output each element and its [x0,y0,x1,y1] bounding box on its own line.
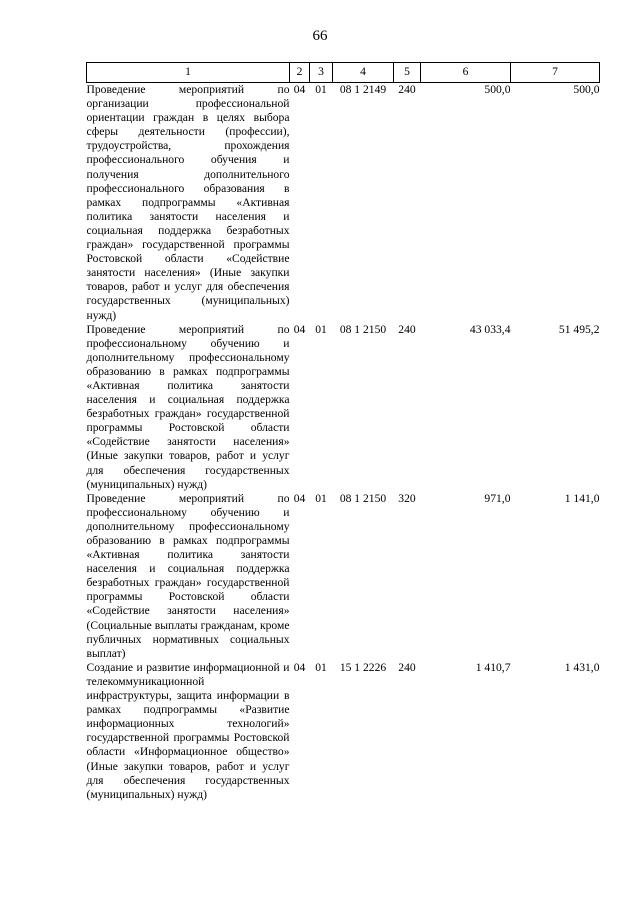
row-amount-col6: 500,0 [484,83,511,96]
column-header-3: 3 [310,63,333,83]
row-target-article: 08 1 2150 [339,322,387,336]
row-target-article: 08 1 2150 [339,491,387,505]
row-subsection-code: 01 [315,322,327,336]
row-section-code: 04 [293,660,306,674]
table-row [87,661,600,802]
header-row [87,63,600,83]
column-header-2: 2 [290,63,310,83]
budget-table [86,62,600,802]
row-amount-col6: 971,0 [484,491,511,505]
row-description: Проведение мероприятий по профессиональному обучению и дополнительному профессиональному образованию в рамках подпрограммы «Активная политика занятости населения и социальная поддержка безработных граждан» государственной программы Ростовской области «Содействие занятости населения» (Иные закупки товаров, работ и услуг для обеспечения государственных (муниципальных) нужд) [86,322,290,491]
table-row [87,83,600,323]
column-header-1: 1 [87,63,290,83]
row-description: Создание и развитие информационной и телекоммуникационной инфраструктуры, защита информации в рамках подпрограммы «Развитие информационных технологий» государственной программы Ростовской области «Информационное общество» (Иные закупки товаров, работ и услуг для обеспечения государственных (муниципальных) нужд) [86,660,290,801]
row-expense-type: 320 [398,491,416,505]
row-amount-col7: 1 431,0 [564,660,600,674]
row-amount-col6: 1 410,7 [475,660,511,674]
row-expense-type: 240 [398,322,416,336]
row-target-article: 15 1 2226 [339,660,387,674]
row-expense-type: 240 [398,83,416,96]
row-expense-type: 240 [398,660,416,674]
row-subsection-code: 01 [315,83,327,96]
row-section-code: 04 [293,491,306,505]
row-amount-col7: 500,0 [573,83,600,96]
row-section-code: 04 [293,83,306,96]
row-amount-col7: 1 141,0 [564,491,600,505]
column-header-6: 6 [421,63,511,83]
table-row [87,323,600,492]
column-header-7: 7 [511,63,600,83]
column-header-5: 5 [394,63,421,83]
row-description: Проведение мероприятий по профессиональному обучению и дополнительному профессиональному образованию в рамках подпрограммы «Активная политика занятости населения и социальная поддержка безработных граждан» государственной программы Ростовской области «Содействие занятости населения» (Социальные выплаты гражданам, кроме публичных нормативных социальных выплат) [86,491,290,660]
row-description: Проведение мероприятий по организации профессиональной ориентации граждан в целях выбора сферы деятельности (профессии), трудоустройства, прохождения профессионального обучения и получения дополнительного профессионального образования в рамках подпрограммы «Активная политика занятости населения и социальная поддержка безработных граждан» государственной программы Ростовской области «Содействие занятости населения» (Иные закупки товаров, работ и услуг для обеспечения государственных (муниципальных) нужд) [86,83,290,322]
row-subsection-code: 01 [315,491,327,505]
row-amount-col7: 51 495,2 [558,322,600,336]
row-amount-col6: 43 033,4 [469,322,511,336]
column-header-4: 4 [333,63,394,83]
row-subsection-code: 01 [315,660,327,674]
table-row [87,492,600,661]
row-target-article: 08 1 2149 [339,83,387,96]
row-section-code: 04 [293,322,306,336]
page-number: 66 [312,28,328,44]
